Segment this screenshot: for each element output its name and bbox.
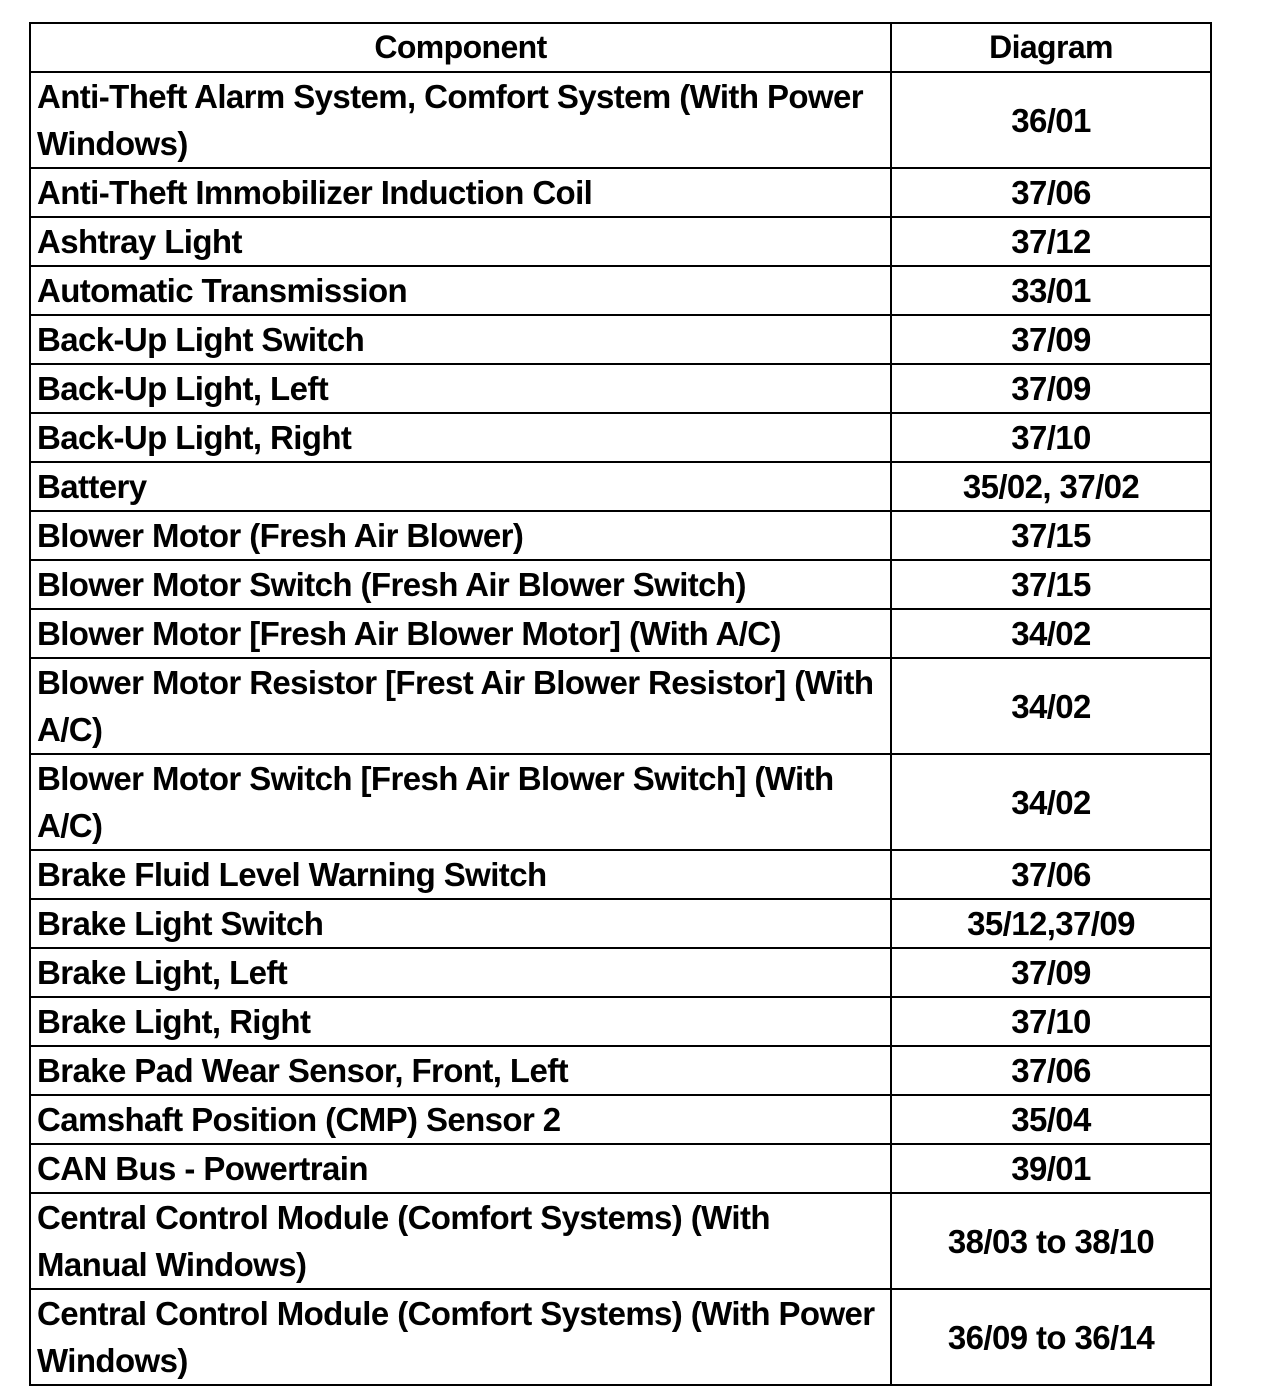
diagram-cell: 37/10	[891, 997, 1211, 1046]
table-row	[30, 511, 1211, 560]
component-cell: Brake Light, Left	[30, 948, 891, 997]
table-row	[30, 266, 1211, 315]
table-row	[30, 754, 1211, 850]
diagram-cell: 37/09	[891, 364, 1211, 413]
component-cell: Blower Motor Resistor [Frest Air Blower Resistor] (With A/C)	[30, 658, 891, 754]
diagram-cell: 37/15	[891, 511, 1211, 560]
component-cell: Anti-Theft Immobilizer Induction Coil	[30, 168, 891, 217]
component-cell: Camshaft Position (CMP) Sensor 2	[30, 1095, 891, 1144]
diagram-cell: 34/02	[891, 609, 1211, 658]
component-diagram-index	[29, 22, 1210, 1386]
table-row	[30, 850, 1211, 899]
header-diagram: Diagram	[891, 23, 1211, 72]
component-cell: Back-Up Light, Right	[30, 413, 891, 462]
table-row	[30, 72, 1211, 168]
table-row	[30, 609, 1211, 658]
table-row	[30, 1046, 1211, 1095]
table-row	[30, 462, 1211, 511]
component-cell: Brake Pad Wear Sensor, Front, Left	[30, 1046, 891, 1095]
table-row	[30, 1095, 1211, 1144]
diagram-cell: 36/01	[891, 72, 1211, 168]
table-row	[30, 315, 1211, 364]
diagram-cell: 35/12,37/09	[891, 899, 1211, 948]
component-table	[29, 22, 1212, 1386]
component-cell: Blower Motor Switch (Fresh Air Blower Switch)	[30, 560, 891, 609]
component-cell: Central Control Module (Comfort Systems) (With Manual Windows)	[30, 1193, 891, 1289]
diagram-cell: 37/12	[891, 217, 1211, 266]
component-cell: Brake Light, Right	[30, 997, 891, 1046]
table-row	[30, 658, 1211, 754]
diagram-cell: 39/01	[891, 1144, 1211, 1193]
diagram-cell: 37/09	[891, 315, 1211, 364]
component-cell: Ashtray Light	[30, 217, 891, 266]
table-row	[30, 997, 1211, 1046]
component-cell: Back-Up Light Switch	[30, 315, 891, 364]
table-row	[30, 413, 1211, 462]
diagram-cell: 37/06	[891, 1046, 1211, 1095]
table-row	[30, 168, 1211, 217]
component-cell: Central Control Module (Comfort Systems) (With Power Windows)	[30, 1289, 891, 1385]
diagram-cell: 34/02	[891, 754, 1211, 850]
table-row	[30, 948, 1211, 997]
table-row	[30, 1193, 1211, 1289]
component-cell: Battery	[30, 462, 891, 511]
diagram-cell: 36/09 to 36/14	[891, 1289, 1211, 1385]
component-cell: Back-Up Light, Left	[30, 364, 891, 413]
table-row	[30, 560, 1211, 609]
header-component: Component	[30, 23, 891, 72]
component-cell: Blower Motor Switch [Fresh Air Blower Switch] (With A/C)	[30, 754, 891, 850]
diagram-cell: 35/04	[891, 1095, 1211, 1144]
table-row	[30, 364, 1211, 413]
component-cell: Automatic Transmission	[30, 266, 891, 315]
table-row	[30, 217, 1211, 266]
diagram-cell: 37/06	[891, 850, 1211, 899]
table-row	[30, 1144, 1211, 1193]
component-cell: Brake Fluid Level Warning Switch	[30, 850, 891, 899]
diagram-cell: 38/03 to 38/10	[891, 1193, 1211, 1289]
component-cell: Brake Light Switch	[30, 899, 891, 948]
diagram-cell: 37/10	[891, 413, 1211, 462]
table-row	[30, 1289, 1211, 1385]
table-header-row	[30, 23, 1211, 72]
component-cell: Blower Motor [Fresh Air Blower Motor] (With A/C)	[30, 609, 891, 658]
diagram-cell: 37/09	[891, 948, 1211, 997]
diagram-cell: 33/01	[891, 266, 1211, 315]
diagram-cell: 35/02, 37/02	[891, 462, 1211, 511]
component-cell: Blower Motor (Fresh Air Blower)	[30, 511, 891, 560]
component-cell: CAN Bus - Powertrain	[30, 1144, 891, 1193]
component-cell: Anti-Theft Alarm System, Comfort System (With Power Windows)	[30, 72, 891, 168]
diagram-cell: 37/06	[891, 168, 1211, 217]
diagram-cell: 37/15	[891, 560, 1211, 609]
table-row	[30, 899, 1211, 948]
diagram-cell: 34/02	[891, 658, 1211, 754]
